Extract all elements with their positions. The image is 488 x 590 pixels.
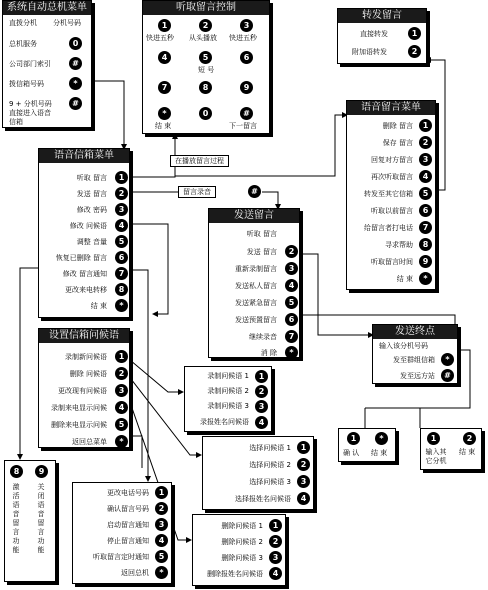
key-3[interactable]: 3 <box>115 203 128 216</box>
auto-menu-title: 系统自动总机菜单 <box>3 1 91 15</box>
mailbox-menu-label: 更改来电转移 <box>65 286 107 294</box>
select-greeting-label: 选择报姓名问候语 <box>235 495 291 503</box>
greeting-menu-panel <box>38 328 130 448</box>
send-menu-label: 继续录音 <box>249 333 277 341</box>
key-6[interactable]: 6 <box>240 51 253 64</box>
key-3[interactable]: 3 <box>297 475 310 488</box>
key-4[interactable]: 4 <box>255 416 268 429</box>
voice-menu-label: 保存 留言 <box>382 139 413 147</box>
listen-control-title: 听取留言控制 <box>143 1 269 15</box>
other-extension-panel <box>420 428 482 470</box>
mailbox-menu-label: 恢复已删除 留言 <box>55 254 107 262</box>
key-1[interactable]: 1 <box>115 350 128 363</box>
record-greeting-label: 录制问候语 2 <box>207 387 249 395</box>
voice-message-title: 语音留言菜单 <box>347 101 435 115</box>
key-5[interactable]: 5 <box>115 418 128 431</box>
key-4[interactable]: 4 <box>115 401 128 414</box>
key-1[interactable]: 1 <box>408 27 421 40</box>
key-2[interactable]: 2 <box>297 458 310 471</box>
mailbox-menu-title: 语音信箱菜单 <box>39 149 129 163</box>
key-1[interactable]: 1 <box>419 119 432 132</box>
key-5[interactable]: 5 <box>419 187 432 200</box>
listen-key-label: 下一留言 <box>229 122 257 130</box>
key-8[interactable]: 8 <box>115 283 128 296</box>
record-greeting-panel <box>184 366 272 432</box>
delete-greeting-label: 删除问候语 3 <box>221 554 263 562</box>
send-menu-label: 重新录制留言 <box>235 265 277 273</box>
delete-greeting-label: 删除问候语 2 <box>221 538 263 546</box>
auto-menu-label: 9 + 分机号码 <box>9 100 52 108</box>
wire-mailbox-listen <box>128 160 175 177</box>
greeting-menu-label: 录制来电显示问候 <box>51 404 107 412</box>
key-4[interactable]: 4 <box>269 567 282 580</box>
forward-panel <box>337 8 427 64</box>
voice-menu-label: 给留言者打电话 <box>364 224 413 232</box>
during-playback-tag: 在播放留言过程 <box>170 155 229 167</box>
send-menu-label: 发送 留言 <box>246 248 277 256</box>
auto-menu-label: 总机服务 <box>9 40 37 48</box>
key-star[interactable]: * <box>375 432 388 445</box>
key-5[interactable]: 5 <box>199 51 212 64</box>
key-7[interactable]: 7 <box>158 81 171 94</box>
voice-menu-label: 听取以前留言 <box>371 207 413 215</box>
key-6[interactable]: 6 <box>115 251 128 264</box>
mailbox-menu-label: 修改 问候语 <box>69 222 107 230</box>
listen-key-label: 快进五秒 <box>229 34 257 42</box>
key-1[interactable]: 1 <box>158 19 171 32</box>
voice-menu-label: 删除 留言 <box>382 122 413 130</box>
greeting-menu-label: 删除来电显示问候 <box>51 421 107 429</box>
key-4[interactable]: 4 <box>155 534 168 547</box>
confirm-panel <box>338 428 396 462</box>
key-4[interactable]: 4 <box>158 51 171 64</box>
key-3[interactable]: 3 <box>285 262 298 275</box>
greeting-menu-label: 返回总菜单 <box>72 438 107 446</box>
key-3[interactable]: 3 <box>269 551 282 564</box>
greeting-menu-title: 设置信箱问候语 <box>39 329 129 343</box>
key-2[interactable]: 2 <box>115 187 128 200</box>
wire-side-keys <box>20 268 38 458</box>
key-8[interactable]: 8 <box>10 465 23 478</box>
key-2[interactable]: 2 <box>285 245 298 258</box>
auto-menu-label: 直接进入语音 <box>9 109 51 117</box>
key-1[interactable]: 1 <box>115 171 128 184</box>
forward-title: 转发留言 <box>338 9 426 23</box>
key-star[interactable]: * <box>155 566 168 579</box>
key-hash[interactable]: # <box>69 97 82 110</box>
key-star[interactable]: * <box>69 77 82 90</box>
key-3[interactable]: 3 <box>255 400 268 413</box>
listen-key-label: 结 束 <box>155 122 172 130</box>
voice-menu-label: 转发至其它信箱 <box>364 190 413 198</box>
mailbox-menu-label: 修改 密码 <box>76 206 107 214</box>
auto-menu-label: 信箱 <box>9 118 23 126</box>
auto-menu-label: 公司部门索引 <box>9 60 51 68</box>
delete-greeting-panel <box>192 514 286 586</box>
mailbox-menu-label: 听取 留言 <box>76 174 107 182</box>
key-0[interactable]: 0 <box>199 107 212 120</box>
key-star[interactable]: * <box>115 435 128 448</box>
select-greeting-label: 选择问候语 1 <box>249 444 291 452</box>
confirm-label: 确 认 <box>343 449 360 457</box>
key-8[interactable]: 8 <box>199 81 212 94</box>
auto-menu-label: 分机号码 <box>53 19 81 27</box>
send-menu-label: 听取 留言 <box>246 230 277 238</box>
key-star[interactable]: * <box>115 299 128 312</box>
key-star[interactable]: * <box>419 272 432 285</box>
key-2[interactable]: 2 <box>463 432 476 445</box>
endpoint-input-label: 输入该分机号码 <box>379 342 428 350</box>
voice-menu-label: 寻求帮助 <box>385 241 413 249</box>
auto-menu-label: 直拨分机 <box>9 19 37 27</box>
delete-greeting-label: 删除问候语 1 <box>221 522 263 530</box>
send-message-title: 发送留言 <box>209 209 299 223</box>
endpoint-panel <box>372 324 458 384</box>
key-5[interactable]: 5 <box>155 550 168 563</box>
forward-label: 直接转发 <box>360 30 388 38</box>
listen-control-panel <box>142 0 270 134</box>
endpoint-label: 发至群组信箱 <box>393 356 435 364</box>
confirm-label: 结 束 <box>371 449 388 457</box>
notify-label: 启动留言通知 <box>107 521 149 529</box>
key-0[interactable]: 0 <box>69 37 82 50</box>
deactivate-voicemail-label: 关闭语音留言功能 <box>37 483 45 554</box>
mailbox-menu-label: 修改 留言通知 <box>62 270 107 278</box>
key-star[interactable]: * <box>285 346 298 359</box>
key-1[interactable]: 1 <box>427 432 440 445</box>
send-menu-label: 发送紧急留言 <box>235 299 277 307</box>
key-1[interactable]: 1 <box>269 519 282 532</box>
key-8[interactable]: 8 <box>419 238 432 251</box>
listen-key-label: 快进五秒 <box>146 34 174 42</box>
key-2[interactable]: 2 <box>419 136 432 149</box>
recording-tag: 留言录音 <box>178 186 216 198</box>
key-7[interactable]: 7 <box>419 221 432 234</box>
key-5[interactable]: 5 <box>285 296 298 309</box>
voice-menu-label: 结 束 <box>396 275 413 283</box>
send-message-panel <box>208 208 300 358</box>
key-4[interactable]: 4 <box>297 492 310 505</box>
key-6[interactable]: 6 <box>419 204 432 217</box>
delete-greeting-label: 删除报姓名问候语 <box>207 570 263 578</box>
key-9[interactable]: 9 <box>240 81 253 94</box>
other-label: 结 束 <box>459 448 476 456</box>
key-2[interactable]: 2 <box>199 19 212 32</box>
endpoint-title: 发送终点 <box>373 325 457 339</box>
key-2[interactable]: 2 <box>115 367 128 380</box>
greeting-menu-label: 录制新问候语 <box>65 353 107 361</box>
notify-label: 确认留言号码 <box>107 505 149 513</box>
auto-menu-label: 拨信箱号码 <box>9 80 44 88</box>
send-menu-label: 发送预置留言 <box>235 316 277 324</box>
key-9[interactable]: 9 <box>35 465 48 478</box>
record-greeting-label: 录报姓名问候语 <box>200 418 249 426</box>
key-5[interactable]: 5 <box>115 235 128 248</box>
key-3[interactable]: 3 <box>115 384 128 397</box>
notify-label: 更改电话号码 <box>107 489 149 497</box>
key-7[interactable]: 7 <box>285 330 298 343</box>
notify-label: 停止留言通知 <box>107 537 149 545</box>
key-4[interactable]: 4 <box>115 219 128 232</box>
forward-label: 附加语转发 <box>352 48 387 56</box>
notify-panel <box>72 482 172 584</box>
key-4[interactable]: 4 <box>419 170 432 183</box>
key-star[interactable]: * <box>441 353 454 366</box>
mailbox-menu-label: 调整 音量 <box>76 238 107 246</box>
key-7[interactable]: 7 <box>115 267 128 280</box>
key-3[interactable]: 3 <box>155 518 168 531</box>
key-2[interactable]: 2 <box>155 502 168 515</box>
select-greeting-panel <box>202 436 314 510</box>
listen-key-label: 从头播放 <box>189 34 217 42</box>
select-greeting-label: 选择问候语 2 <box>249 461 291 469</box>
activate-voicemail-label: 激活语音留言功能 <box>12 483 20 554</box>
key-1[interactable]: 1 <box>255 370 268 383</box>
greeting-menu-label: 更改现有问候语 <box>58 387 107 395</box>
wire-greet-record <box>124 355 182 392</box>
key-1[interactable]: 1 <box>155 486 168 499</box>
side-keys-panel <box>4 460 56 582</box>
voice-menu-label: 听取留言时间 <box>371 258 413 266</box>
mailbox-menu-label: 结 束 <box>90 302 107 310</box>
key-2[interactable]: 2 <box>255 385 268 398</box>
voice-menu-label: 回复对方留言 <box>371 156 413 164</box>
key-3[interactable]: 3 <box>240 19 253 32</box>
key-2[interactable]: 2 <box>408 45 421 58</box>
key-hash[interactable]: # <box>441 369 454 382</box>
send-menu-label: 发送私人留言 <box>235 282 277 290</box>
send-menu-label: 消 除 <box>260 349 277 357</box>
key-6[interactable]: 6 <box>285 313 298 326</box>
notify-label: 听取留言定时通知 <box>93 553 149 561</box>
key-1[interactable]: 1 <box>347 432 360 445</box>
key-1[interactable]: 1 <box>297 441 310 454</box>
key-3[interactable]: 3 <box>419 153 432 166</box>
mailbox-menu-panel <box>38 148 130 318</box>
other-label: 输入其它分机 <box>425 448 447 465</box>
record-greeting-label: 录制问候语 1 <box>207 372 249 380</box>
auto-menu-panel <box>2 0 92 128</box>
key-9[interactable]: 9 <box>419 255 432 268</box>
voice-message-panel <box>346 100 436 290</box>
key-2[interactable]: 2 <box>269 535 282 548</box>
key-hash[interactable]: # <box>240 107 253 120</box>
key-hash[interactable]: # <box>248 185 261 198</box>
key-star[interactable]: * <box>158 107 171 120</box>
endpoint-label: 发至远方站 <box>400 372 435 380</box>
mailbox-menu-label: 发送 留言 <box>76 190 107 198</box>
wire-mailbox-notify <box>128 270 148 480</box>
key-hash[interactable]: # <box>69 57 82 70</box>
notify-label: 返回总机 <box>121 569 149 577</box>
key-4[interactable]: 4 <box>285 279 298 292</box>
greeting-menu-label: 删除 问候语 <box>69 370 107 378</box>
select-greeting-label: 选择问候语 3 <box>249 478 291 486</box>
record-greeting-label: 录制问候语 3 <box>207 402 249 410</box>
listen-key-label: 短 号 <box>198 66 215 74</box>
voice-menu-label: 再次听取留言 <box>371 173 413 181</box>
